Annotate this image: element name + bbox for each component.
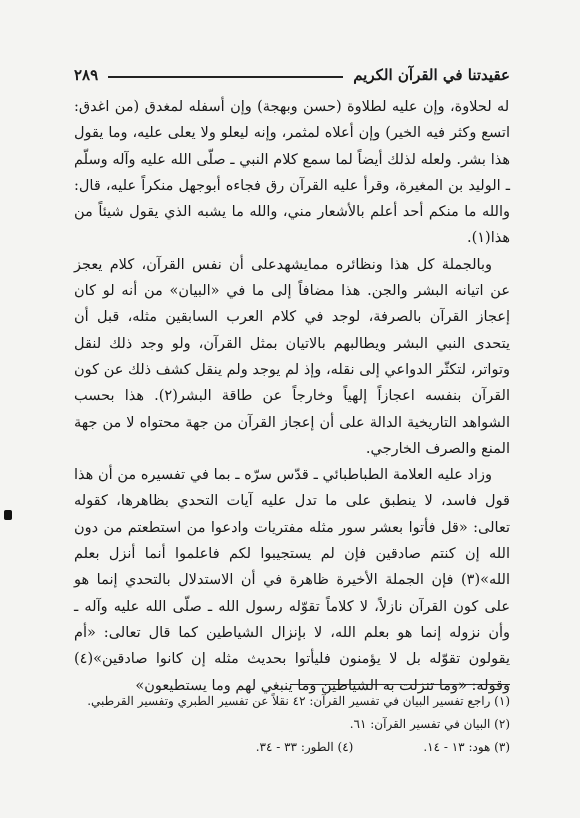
text-line: نقله، وإذ لم يوجد ولم ينقل كشف ذلك عن كون القرآن بنفسه اعجازاً إلهياً [74,361,510,405]
text-line: ويطالبهم بالاتيان بمثل القرآن، ولو وجد ذلك لنقل وتواتر، لتكثّر الدواعي إلى [74,335,510,378]
page-number: ٢٨٩ [74,66,99,84]
text-line: منكم أحد أعلم بالأشعار مني، والله ما يشبه الذي يقول شيئاً من هذا(١). [74,204,510,247]
text-line: وخارجاً عن طاقة البشر(٢). هذا بحسب الشواهد التاريخية الدالة على أن إعجاز [74,388,510,431]
text-line: فاسد، لا ينطبق على ما تدل عليه آيات التحدي بظاهرها، كقوله تعالى: «قل [74,493,510,536]
text-line: رسول الله ـ صلّى الله عليه وآله ـ وأن نزوله إنما هو بعلم الله، لا بإنزال الشياطين [74,598,510,641]
footnote: (٣) هود: ١٣ - ١٤. [423,740,510,754]
text-line: بالصرفة، لوجد في كلام العرب السابقين مثله، قبل أن يتحدى النبي البشر [74,309,510,352]
text-line: القرآن من جهة محتواه لا من جهة المنع والصرف الخارجي. [74,414,510,457]
text-line: بن المغيرة، وقرأ عليه القرآن رق فجاءه أبوجهل منكراً عليه، قال: والله ما [74,177,510,221]
paragraph [74,94,510,252]
header-rule [108,76,343,78]
text-line: له لحلاوة، وإن عليه لطلاوة (حسن وبهجة) وإن أسفله لمغدق (من اغدق: [74,99,510,115]
margin-mark [4,510,12,520]
text-line: صادقين»(٤) وقوله: «وما تنزلت به الشياطين وما ينبغي لهم وما يستطيعون» [74,651,510,694]
text-line: كما قال تعالى: «أم يقولون تقوّله بل لا يؤمنون فليأتوا بحديث مثله إن كانوا [74,624,510,668]
footnote: (٤) الطور: ٣٣ - ٣٤. [255,740,354,754]
text-line: فإن لم يستجيبوا لكم فاعلموا أنما أنزل بعلم الله»(٣) فإن الجملة الأخيرة ظاهرة [74,546,510,589]
body-text [74,94,510,699]
paragraph [74,462,510,699]
footnote: (١) راجع تفسير البيان في تفسير القرآن: ٤٢ نقلاً عن تفسير الطبري وتفسير القرطبي. [87,694,510,708]
footnote-row [74,736,510,759]
page-header [74,58,510,84]
running-title: عقيدتنا في القرآن الكريم [353,66,510,84]
text-line: وزاد عليه العلامة الطباطبائي ـ قدّس سرّه ـ بما في تفسيره من أن هذا قول [74,467,510,510]
text-line: وبالجملة كل هذا ونظائره ممايشهدعلى أن نفس القرآن، كلام يعجز عن اتيانه [74,256,510,300]
text-line: في أن الاستدلال بالتحدي إنما هو على كون القرآن نازلاً، لا كلاماً تقوّله [74,572,510,615]
footnote-rule [290,684,510,685]
footnotes [74,690,510,759]
text-line: اتسع وكثر فيه الخير) وإن أعلاه لمثمر، وإنه ليعلو ولا يعلى عليه، وما يقول هذا [74,125,511,168]
text-line: فأتوا بعشر سور مثله مفتريات وادعوا من استطعتم من دون الله إن كنتم صادقين [74,519,510,563]
text-line: بشر. ولعله لذلك أيضاً لما سمع كلام النبي ـ صلّى الله عليه وآله وسلّم ـ الوليد [74,151,510,194]
text-line: البشر والجن. هذا مضافاً إلى ما في «البيان» من أنه لو كان إعجاز القرآن [74,283,511,326]
footnote: (٢) البيان في تفسير القرآن: ٦١. [349,717,510,731]
paragraph [74,252,510,462]
